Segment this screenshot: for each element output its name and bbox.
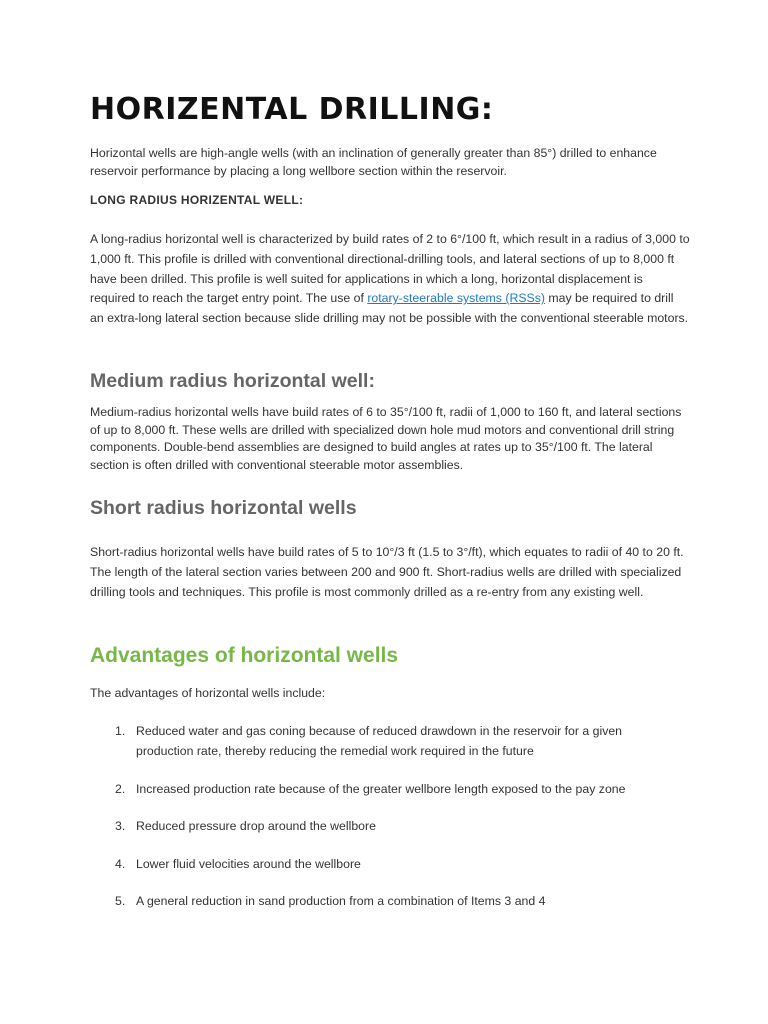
list-item-number: 2. [115,782,126,796]
advantages-heading: Advantages of horizontal wells [90,644,399,667]
list-item-number: 5. [115,894,126,908]
intro-paragraph: Horizontal wells are high-angle wells (with an inclination of generally greater than 85°) drilled to enhance reservoir performance by placing a long wellbore section within the reservoir. [90,146,657,178]
list-item-number: 3. [115,819,126,833]
medium-radius-paragraph: Medium-radius horizontal wells have build rates of 6 to 35°/100 ft, radii of 1,000 to 160 ft, and lateral sections of up to 8,000 ft. These wells are drilled with specialized down hole mud motors and conventional drill string components. Double-bend assemblies are designed to build angles at rates up to 35°/100 ft. The lateral section is often drilled with conventional steerable motor assemblies. [90,405,682,472]
list-item-number: 4. [115,857,126,871]
list-item-text: Lower fluid velocities around the wellbore [136,857,361,871]
list-item-number: 1. [115,724,126,738]
long-radius-heading: LONG RADIUS HORIZENTAL WELL: [90,193,304,207]
short-radius-heading: Short radius horizontal wells [90,497,357,519]
rss-link[interactable]: rotary-steerable systems (RSSs) [367,291,545,306]
long-radius-paragraph [90,230,690,329]
short-radius-paragraph: Short-radius horizontal wells have build rates of 5 to 10°/3 ft (1.5 to 3°/ft), which equates to radii of 40 to 20 ft. The length of the lateral section varies between 200 and 900 ft. Short-radius wells are drilled with specialized drilling tools and techniques. This profile is most commonly drilled as a re-entry from any existing well. [90,545,684,599]
list-item-text: Reduced pressure drop around the wellbore [136,819,376,833]
advantages-intro: The advantages of horizontal wells include: [90,686,326,700]
list-item-text: Increased production rate because of the greater wellbore length exposed to the pay zone [136,782,626,796]
list-item [115,722,675,761]
list-item-text: Reduced water and gas coning because of reduced drawdown in the reservoir for a given production rate, thereby reducing the remedial work required in the future [136,724,623,758]
medium-radius-heading: Medium radius horizontal well: [90,370,375,392]
long-radius-text-before: A long-radius horizontal well is characterized by build rates of 2 to 6°/100 ft, which result in a radius of 3,000 to 1,000 ft. This profile is drilled with conventional directional-drilling tools, and lateral sections of up to 8,000 ft have been drilled. This profile is well suited for applications in which a long, horizontal displacement is required to reach the target entry point. The use of [90,232,690,306]
list-item [115,892,675,912]
list-item [115,780,675,800]
list-item [115,817,675,837]
list-item-text: A general reduction in sand production from a combination of Items 3 and 4 [136,894,546,908]
page-title: HORIZENTAL DRILLING: [90,92,494,127]
long-radius-text-after: may be required to drill an extra-long lateral section because slide drilling may not be possible with the conventional steerable motors. [90,291,689,326]
list-item [115,855,675,875]
